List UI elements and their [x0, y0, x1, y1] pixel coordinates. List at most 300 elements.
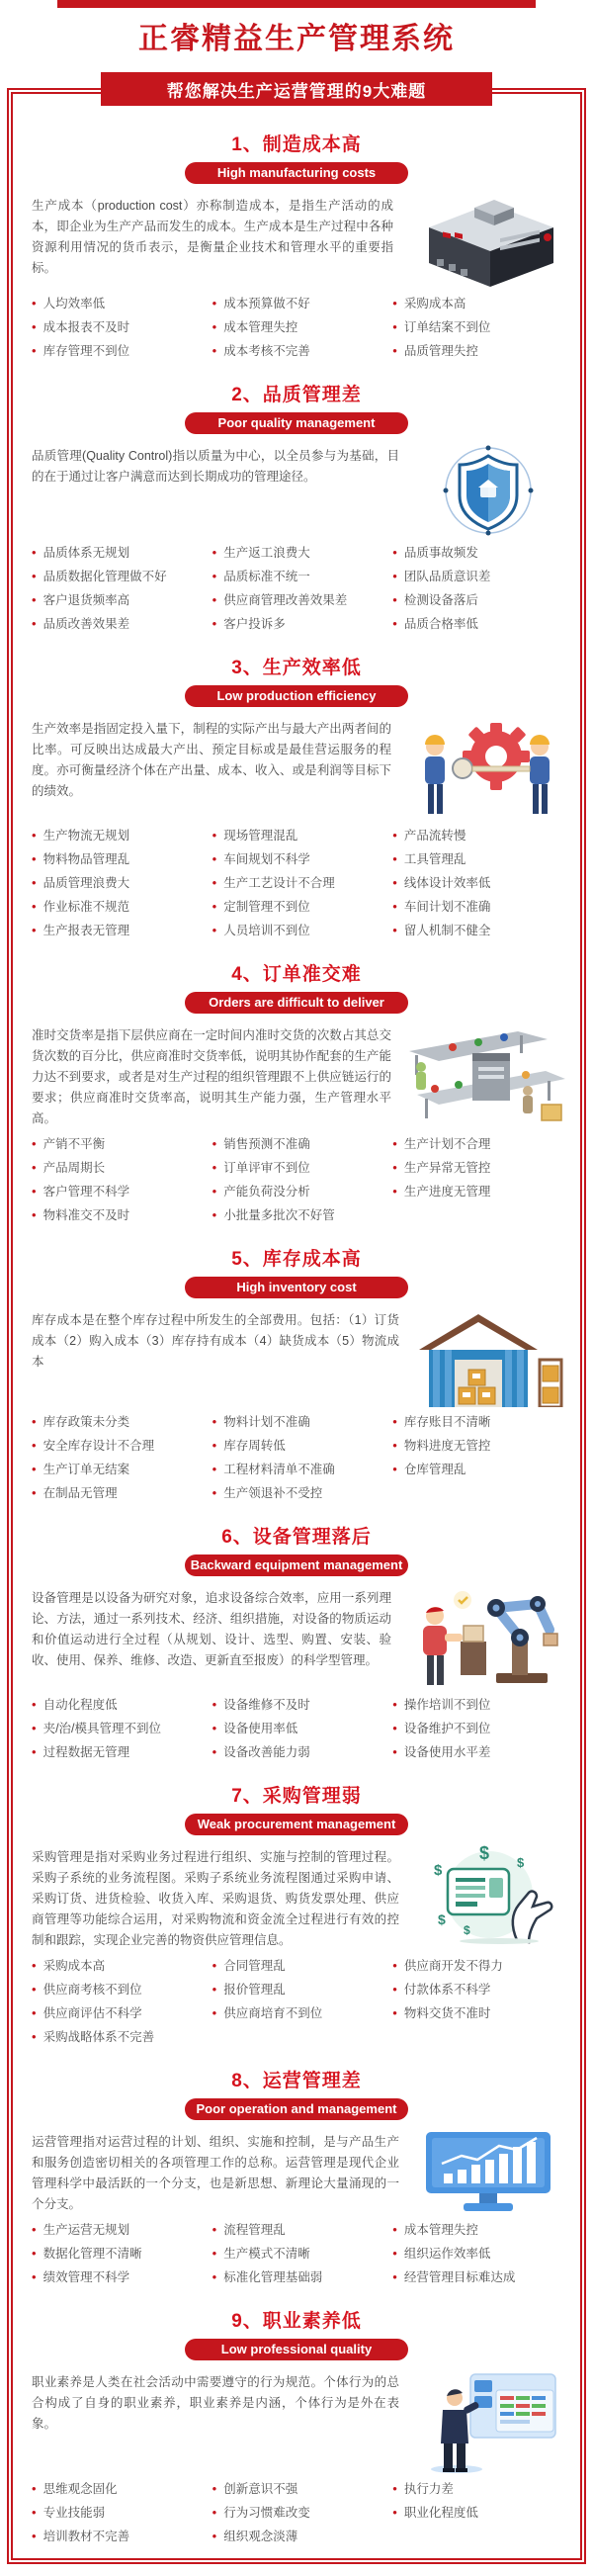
- section-body: [26, 2370, 567, 2474]
- bullet-label: 检测设备落后: [403, 593, 478, 607]
- bullet-dot-icon: •: [212, 923, 217, 937]
- bullet-dot-icon: •: [32, 1184, 37, 1199]
- bullet-label: 付款体系不科学: [403, 1983, 491, 1997]
- bullet-label: 产品流转慢: [403, 829, 466, 843]
- bullet-label: 供应商考核不到位: [42, 1983, 142, 1997]
- bullet-dot-icon: •: [392, 545, 397, 560]
- bullet-item: [392, 1722, 567, 1736]
- bullet-item: [212, 297, 387, 311]
- svg-text:$: $: [517, 1855, 525, 1870]
- illustration-slot: [409, 2370, 567, 2474]
- bullet-label: 生产工艺设计不合理: [223, 876, 335, 890]
- svg-text:$: $: [464, 1923, 470, 1937]
- bullet-dot-icon: •: [392, 1184, 397, 1199]
- illustration-slot: [409, 444, 567, 538]
- bullet-item: [32, 2247, 207, 2262]
- bullet-dot-icon: •: [392, 296, 397, 311]
- bullet-dot-icon: •: [212, 899, 217, 914]
- bullet-item: [212, 900, 387, 915]
- bullet-dot-icon: •: [392, 1160, 397, 1175]
- bullet-item: [212, 2530, 387, 2544]
- bullet-dot-icon: •: [32, 319, 37, 334]
- bullet-dot-icon: •: [32, 1958, 37, 1973]
- bullet-item: [392, 1185, 567, 1199]
- bullet-dot-icon: •: [32, 1982, 37, 1997]
- bullet-label: 品质合格率低: [403, 617, 478, 631]
- bullet-label: 品质事故频发: [403, 546, 478, 560]
- bullet-dot-icon: •: [392, 2269, 397, 2284]
- bullet-label: 品质管理浪费大: [42, 876, 130, 890]
- bullet-item: [32, 546, 207, 561]
- section-description: 准时交货率是指下层供应商在一定时间内准时交货的次数占其总交货次数的百分比，供应商准时交货率低，说明其协作配套的生产能力达不到要求，或者是对生产过程的组织管理跟不上供应链运行的要求；供应商准时交货率高，说明其生产能力强，生产管理水平高。: [32, 1028, 391, 1125]
- bullet-dot-icon: •: [32, 616, 37, 631]
- bullet-label: 客户退货频率高: [42, 593, 130, 607]
- bullet-label: 执行力差: [403, 2482, 454, 2496]
- section-body: [26, 1845, 567, 1951]
- bullet-dot-icon: •: [212, 828, 217, 843]
- bullet-dot-icon: •: [212, 616, 217, 631]
- bullet-item: [32, 900, 207, 915]
- bullet-dot-icon: •: [392, 592, 397, 607]
- bullet-item: [392, 1983, 567, 1998]
- section-english-pill: Poor quality management: [185, 412, 408, 434]
- factory-illustration: [403, 194, 567, 289]
- bullet-label: 行为习惯难改变: [223, 2506, 310, 2520]
- monitor-chart-illustration: [418, 2130, 558, 2213]
- bullet-dot-icon: •: [392, 899, 397, 914]
- bullet-label: 生产运营无规划: [42, 2223, 130, 2237]
- bullet-column: [207, 829, 387, 947]
- bullet-dot-icon: •: [392, 1697, 397, 1712]
- bullet-label: 生产进度无管理: [403, 1185, 491, 1199]
- bullet-item: [212, 2223, 387, 2238]
- bullet-item: [392, 1463, 567, 1477]
- section-description: 品质管理(Quality Control)指以质量为中心，以全员参与为基础，目的在于通过让客户满意而达到长期成功的管理途径。: [32, 449, 399, 484]
- bullet-item: [212, 1463, 387, 1477]
- bullet-item: [32, 1959, 207, 1974]
- bullet-label: 流程管理乱: [223, 2223, 286, 2237]
- bullet-dot-icon: •: [32, 545, 37, 560]
- section-title: 1、制造成本高: [231, 134, 362, 155]
- bullet-dot-icon: •: [32, 1136, 37, 1151]
- bullet-dot-icon: •: [392, 1721, 397, 1735]
- bullet-dot-icon: •: [32, 851, 37, 866]
- bullet-grid: [26, 1137, 567, 1232]
- bullet-label: 培训教材不完善: [42, 2530, 130, 2543]
- workers-gear-illustration: [401, 717, 567, 821]
- bullet-column: [26, 1959, 207, 2054]
- bullet-dot-icon: •: [32, 1438, 37, 1453]
- bullet-dot-icon: •: [212, 1958, 217, 1973]
- bullet-item: [212, 2247, 387, 2262]
- bullet-dot-icon: •: [32, 1697, 37, 1712]
- bullet-label: 留人机制不健全: [403, 924, 491, 937]
- bullet-label: 采购战略体系不完善: [42, 2030, 155, 2044]
- bullet-dot-icon: •: [32, 1462, 37, 1476]
- bullet-label: 设备使用率低: [223, 1722, 298, 1735]
- bullet-column: [207, 1415, 387, 1510]
- bullet-dot-icon: •: [32, 2222, 37, 2237]
- section-title: 9、职业素养低: [231, 2311, 362, 2332]
- section-english-pill: Backward equipment management: [185, 1554, 408, 1576]
- bullet-dot-icon: •: [212, 2481, 217, 2496]
- section-7: [26, 1781, 567, 2054]
- bullet-label: 销售预测不准确: [223, 1137, 310, 1151]
- bullet-dot-icon: •: [392, 2222, 397, 2237]
- bullet-dot-icon: •: [212, 2246, 217, 2261]
- bullet-item: [32, 1698, 207, 1713]
- bullet-label: 夹/治/模具管理不到位: [42, 1722, 162, 1735]
- bullet-column: [207, 2482, 387, 2553]
- illustration-slot: [401, 717, 567, 821]
- bullet-label: 成本管理失控: [403, 2223, 478, 2237]
- bullet-item: [32, 829, 207, 844]
- bullet-label: 现场管理混乱: [223, 829, 298, 843]
- bullet-dot-icon: •: [32, 1485, 37, 1500]
- bullet-label: 绩效管理不科学: [42, 2270, 130, 2284]
- bullet-label: 线体设计效率低: [403, 876, 491, 890]
- bullet-dot-icon: •: [32, 343, 37, 358]
- section-title: 5、库存成本高: [231, 1249, 362, 1270]
- bullet-label: 设备维护不到位: [403, 1722, 491, 1735]
- bullet-dot-icon: •: [212, 1414, 217, 1429]
- bullet-column: [26, 2223, 207, 2294]
- bullet-dot-icon: •: [212, 569, 217, 583]
- bullet-column: [386, 1698, 567, 1769]
- bullet-item: [32, 2530, 207, 2544]
- bullet-label: 订单评审不到位: [223, 1161, 310, 1175]
- bullet-item: [392, 2482, 567, 2497]
- bullet-dot-icon: •: [32, 1721, 37, 1735]
- bullet-label: 专业技能弱: [42, 2506, 106, 2520]
- section-title: 8、运营管理差: [231, 2071, 362, 2091]
- bullet-item: [32, 1745, 207, 1760]
- bullet-column: [386, 546, 567, 641]
- bullet-column: [386, 2223, 567, 2294]
- bullet-label: 生产订单无结案: [42, 1463, 130, 1476]
- section-english-pill: High inventory cost: [185, 1277, 408, 1298]
- bullet-item: [392, 546, 567, 561]
- bullet-item: [392, 1137, 567, 1152]
- bullet-label: 品质管理失控: [403, 344, 478, 358]
- svg-text:$: $: [479, 1845, 490, 1863]
- bullet-label: 在制品无管理: [42, 1486, 118, 1500]
- bullet-dot-icon: •: [392, 851, 397, 866]
- illustration-slot: [401, 1023, 567, 1122]
- illustration-slot: [409, 2130, 567, 2213]
- bullet-item: [32, 2270, 207, 2285]
- bullet-dot-icon: •: [392, 569, 397, 583]
- bullet-dot-icon: •: [212, 1160, 217, 1175]
- bullet-grid: [26, 2223, 567, 2294]
- bullet-label: 经营管理目标难达成: [403, 2270, 516, 2284]
- bullet-item: [32, 876, 207, 891]
- section-english-pill: Weak procurement management: [185, 1814, 408, 1835]
- bullet-label: 客户管理不科学: [42, 1185, 130, 1199]
- section-title: 3、生产效率低: [231, 658, 362, 678]
- bullet-dot-icon: •: [212, 2269, 217, 2284]
- bullet-item: [212, 593, 387, 608]
- bullet-item: [212, 1486, 387, 1501]
- bullet-dot-icon: •: [32, 2481, 37, 2496]
- bullet-label: 操作培训不到位: [403, 1698, 491, 1712]
- bullet-dot-icon: •: [212, 1721, 217, 1735]
- bullet-label: 生产模式不清晰: [223, 2247, 310, 2261]
- bullet-column: [386, 1137, 567, 1232]
- bullet-label: 物料进度无管控: [403, 1439, 491, 1453]
- bullet-label: 车间计划不准确: [403, 900, 491, 914]
- bullet-dot-icon: •: [32, 2005, 37, 2020]
- bullet-label: 定制管理不到位: [223, 900, 310, 914]
- illustration-slot: [401, 1586, 567, 1690]
- bullet-label: 物料物品管理乱: [42, 852, 130, 866]
- bullet-item: [392, 1745, 567, 1760]
- bullet-label: 设备维修不及时: [223, 1698, 310, 1712]
- section-9: [26, 2306, 567, 2553]
- bullet-label: 产销不平衡: [42, 1137, 106, 1151]
- bullet-item: [32, 2006, 207, 2021]
- bullet-grid: [26, 1959, 567, 2054]
- bullet-label: 库存周转低: [223, 1439, 286, 1453]
- bullet-dot-icon: •: [212, 1744, 217, 1759]
- bullet-dot-icon: •: [212, 592, 217, 607]
- bullet-dot-icon: •: [392, 1414, 397, 1429]
- bullet-item: [392, 924, 567, 938]
- businessman-illustration: [413, 2370, 563, 2474]
- bullet-dot-icon: •: [392, 2005, 397, 2020]
- bullet-label: 库存政策未分类: [42, 1415, 130, 1429]
- bullet-item: [212, 1983, 387, 1998]
- bullet-item: [392, 570, 567, 584]
- section-description: 生产效率是指固定投入量下，制程的实际产出与最大产出两者间的比率。可反映出达成最大产出、预定目标或是最佳营运服务的程度。亦可衡量经济个体在产出量、成本、收入、或是利润等目标下的绩效。: [32, 722, 391, 798]
- bullet-label: 生产物流无规划: [42, 829, 130, 843]
- bullet-grid: [26, 2482, 567, 2553]
- bullet-label: 生产计划不合理: [403, 1137, 491, 1151]
- bullet-label: 供应商评估不科学: [42, 2006, 142, 2020]
- bullet-label: 品质标准不统一: [223, 570, 310, 583]
- bullet-item: [32, 1161, 207, 1176]
- section-6: [26, 1522, 567, 1769]
- section-title: 7、采购管理弱: [231, 1786, 362, 1807]
- bullet-dot-icon: •: [212, 1485, 217, 1500]
- bullet-dot-icon: •: [392, 1136, 397, 1151]
- bullet-dot-icon: •: [32, 2246, 37, 2261]
- bullet-label: 职业化程度低: [403, 2506, 478, 2520]
- bullet-label: 设备使用水平差: [403, 1745, 491, 1759]
- bullet-dot-icon: •: [392, 1438, 397, 1453]
- bullet-item: [32, 1486, 207, 1501]
- bullet-label: 库存管理不到位: [42, 344, 130, 358]
- bullet-item: [32, 297, 207, 311]
- bullet-column: [207, 2223, 387, 2294]
- bullet-dot-icon: •: [392, 2481, 397, 2496]
- bullet-label: 物料交货不准时: [403, 2006, 491, 2020]
- bullet-label: 品质改善效果差: [42, 617, 130, 631]
- bullet-item: [212, 320, 387, 335]
- bullet-column: [26, 546, 207, 641]
- bullet-label: 生产领退补不受控: [223, 1486, 323, 1500]
- bullet-grid: [26, 1415, 567, 1510]
- bullet-item: [212, 546, 387, 561]
- bullet-column: [26, 1137, 207, 1232]
- bullet-label: 作业标准不规范: [42, 900, 130, 914]
- conveyor-line-illustration: [401, 1023, 567, 1122]
- svg-text:$: $: [438, 1911, 446, 1927]
- bullet-item: [212, 2506, 387, 2521]
- bullet-dot-icon: •: [32, 569, 37, 583]
- bullet-item: [392, 876, 567, 891]
- bullet-item: [32, 2030, 207, 2045]
- bullet-dot-icon: •: [32, 1744, 37, 1759]
- bullet-dot-icon: •: [32, 296, 37, 311]
- bullet-dot-icon: •: [32, 2505, 37, 2520]
- bullet-label: 标准化管理基础弱: [223, 2270, 323, 2284]
- svg-text:$: $: [434, 1862, 443, 1879]
- bullet-label: 成本管理失控: [223, 320, 298, 334]
- bullet-dot-icon: •: [392, 923, 397, 937]
- bullet-column: [386, 297, 567, 368]
- bullet-grid: [26, 297, 567, 368]
- section-english-pill: Poor operation and management: [185, 2098, 408, 2120]
- section-2: [26, 380, 567, 641]
- bullet-item: [392, 900, 567, 915]
- bullet-item: [32, 617, 207, 632]
- bullet-item: [32, 2223, 207, 2238]
- bullet-item: [212, 829, 387, 844]
- bullet-column: [26, 297, 207, 368]
- section-english-pill: Low professional quality: [185, 2339, 408, 2360]
- bullet-item: [392, 344, 567, 359]
- section-english-pill: Orders are difficult to deliver: [185, 992, 408, 1014]
- bullet-label: 车间规划不科学: [223, 852, 310, 866]
- section-body: [26, 444, 567, 538]
- bullet-column: [386, 2482, 567, 2553]
- subtitle-banner: [101, 72, 492, 106]
- bullet-label: 产能负荷没分析: [223, 1185, 310, 1199]
- bullet-dot-icon: •: [392, 2505, 397, 2520]
- bullet-dot-icon: •: [212, 545, 217, 560]
- bullet-dot-icon: •: [32, 2529, 37, 2543]
- section-body: [26, 1023, 567, 1129]
- bullet-item: [392, 320, 567, 335]
- bullet-label: 报价管理乱: [223, 1983, 286, 1997]
- top-accent-bar: [57, 0, 536, 8]
- bullet-dot-icon: •: [212, 1697, 217, 1712]
- bullet-item: [212, 1959, 387, 1974]
- quality-shield-illustration: [430, 444, 547, 538]
- bullet-column: [26, 1698, 207, 1769]
- bullet-item: [392, 297, 567, 311]
- bullet-dot-icon: •: [392, 828, 397, 843]
- bullet-label: 组织运作效率低: [403, 2247, 491, 2261]
- section-description: 设备管理是以设备为研究对象，追求设备综合效率，应用一系列理论、方法，通过一系列技术、经济、组织措施，对设备的物质运动和价值运动进行全过程（从规划、设计、选型、购置、安装、验收、使用、保养、维修、改造、更新直至报废）的科学型管理。: [32, 1591, 391, 1667]
- illustration-slot: [409, 1845, 567, 1944]
- bullet-label: 人均效率低: [42, 297, 106, 311]
- bullet-item: [392, 1415, 567, 1430]
- section-title: 4、订单准交难: [231, 964, 362, 985]
- bullet-label: 组织观念淡薄: [223, 2530, 298, 2543]
- bullet-dot-icon: •: [392, 1958, 397, 1973]
- bullet-label: 设备改善能力弱: [223, 1745, 310, 1759]
- section-english-pill: High manufacturing costs: [185, 162, 408, 184]
- bullet-item: [392, 2006, 567, 2021]
- bullet-item: [32, 593, 207, 608]
- section-description: 库存成本是在整个库存过程中所发生的全部费用。包括：（1）订货成本（2）购入成本（3）库存持有成本（4）缺货成本（5）物流成本: [32, 1313, 399, 1369]
- bullet-label: 自动化程度低: [42, 1698, 118, 1712]
- bullet-column: [207, 1698, 387, 1769]
- bullet-item: [212, 852, 387, 867]
- bullet-dot-icon: •: [392, 1982, 397, 1997]
- bullet-dot-icon: •: [392, 616, 397, 631]
- bullet-dot-icon: •: [32, 2029, 37, 2044]
- bullet-dot-icon: •: [32, 875, 37, 890]
- bullet-label: 数据化管理不清晰: [42, 2247, 142, 2261]
- bullet-item: [392, 2223, 567, 2238]
- section-1: [26, 130, 567, 368]
- bullet-column: [386, 1959, 567, 2054]
- bullet-item: [32, 1463, 207, 1477]
- bullet-item: [392, 617, 567, 632]
- section-body: [26, 2130, 567, 2215]
- bullet-item: [212, 924, 387, 938]
- procurement-hand-illustration: [414, 1845, 562, 1944]
- bullet-label: 创新意识不强: [223, 2482, 298, 2496]
- bullet-item: [212, 1439, 387, 1454]
- bullet-label: 采购成本高: [42, 1959, 106, 1973]
- section-body: [26, 1586, 567, 1690]
- section-title: 2、品质管理差: [231, 385, 362, 405]
- bullet-dot-icon: •: [392, 1744, 397, 1759]
- section-description: 采购管理是指对采购业务过程进行组织、实施与控制的管理过程。采购子系统的业务流程图。采购子系统业务流程图通过采购申请、采购订货、进货检验、收货入库、采购退货、购货发票处理、供应商管理等功能综合运用，对采购物流和资金流全过程进行有效的控制和跟踪，实现企业完善的物资供应管理信息。: [32, 1850, 399, 1947]
- bullet-dot-icon: •: [212, 1207, 217, 1222]
- bullet-label: 库存账目不清晰: [403, 1415, 491, 1429]
- bullet-label: 品质体系无规划: [42, 546, 130, 560]
- bullet-item: [212, 1185, 387, 1199]
- bullet-item: [32, 1415, 207, 1430]
- bullet-label: 成本考核不完善: [223, 344, 310, 358]
- section-body: [26, 194, 567, 289]
- section-english-pill: Low production efficiency: [185, 685, 408, 707]
- bullet-item: [32, 1185, 207, 1199]
- section-body: [26, 717, 567, 821]
- bullet-dot-icon: •: [392, 875, 397, 890]
- page-title: 正睿精益生产管理系统: [138, 23, 455, 55]
- bullet-item: [32, 1208, 207, 1223]
- bullet-dot-icon: •: [212, 2005, 217, 2020]
- bullet-item: [32, 1137, 207, 1152]
- bullet-dot-icon: •: [212, 875, 217, 890]
- bullet-dot-icon: •: [32, 1160, 37, 1175]
- bullet-label: 物料准交不及时: [42, 1208, 130, 1222]
- bullet-item: [32, 852, 207, 867]
- bullet-dot-icon: •: [32, 1414, 37, 1429]
- bullet-grid: [26, 829, 567, 947]
- bullet-dot-icon: •: [32, 923, 37, 937]
- bullet-item: [32, 1983, 207, 1998]
- bullet-dot-icon: •: [212, 1184, 217, 1199]
- bullet-dot-icon: •: [212, 2529, 217, 2543]
- bullet-column: [386, 1415, 567, 1510]
- bullet-label: 产品周期长: [42, 1161, 106, 1175]
- bullet-item: [32, 1439, 207, 1454]
- bullet-label: 生产异常无管控: [403, 1161, 491, 1175]
- bullet-dot-icon: •: [32, 899, 37, 914]
- bullet-item: [392, 2247, 567, 2262]
- bullet-item: [212, 2006, 387, 2021]
- bullet-label: 小批量多批次不好管: [223, 1208, 335, 1222]
- bullet-item: [212, 2270, 387, 2285]
- bullet-label: 供应商管理改善效果差: [223, 593, 348, 607]
